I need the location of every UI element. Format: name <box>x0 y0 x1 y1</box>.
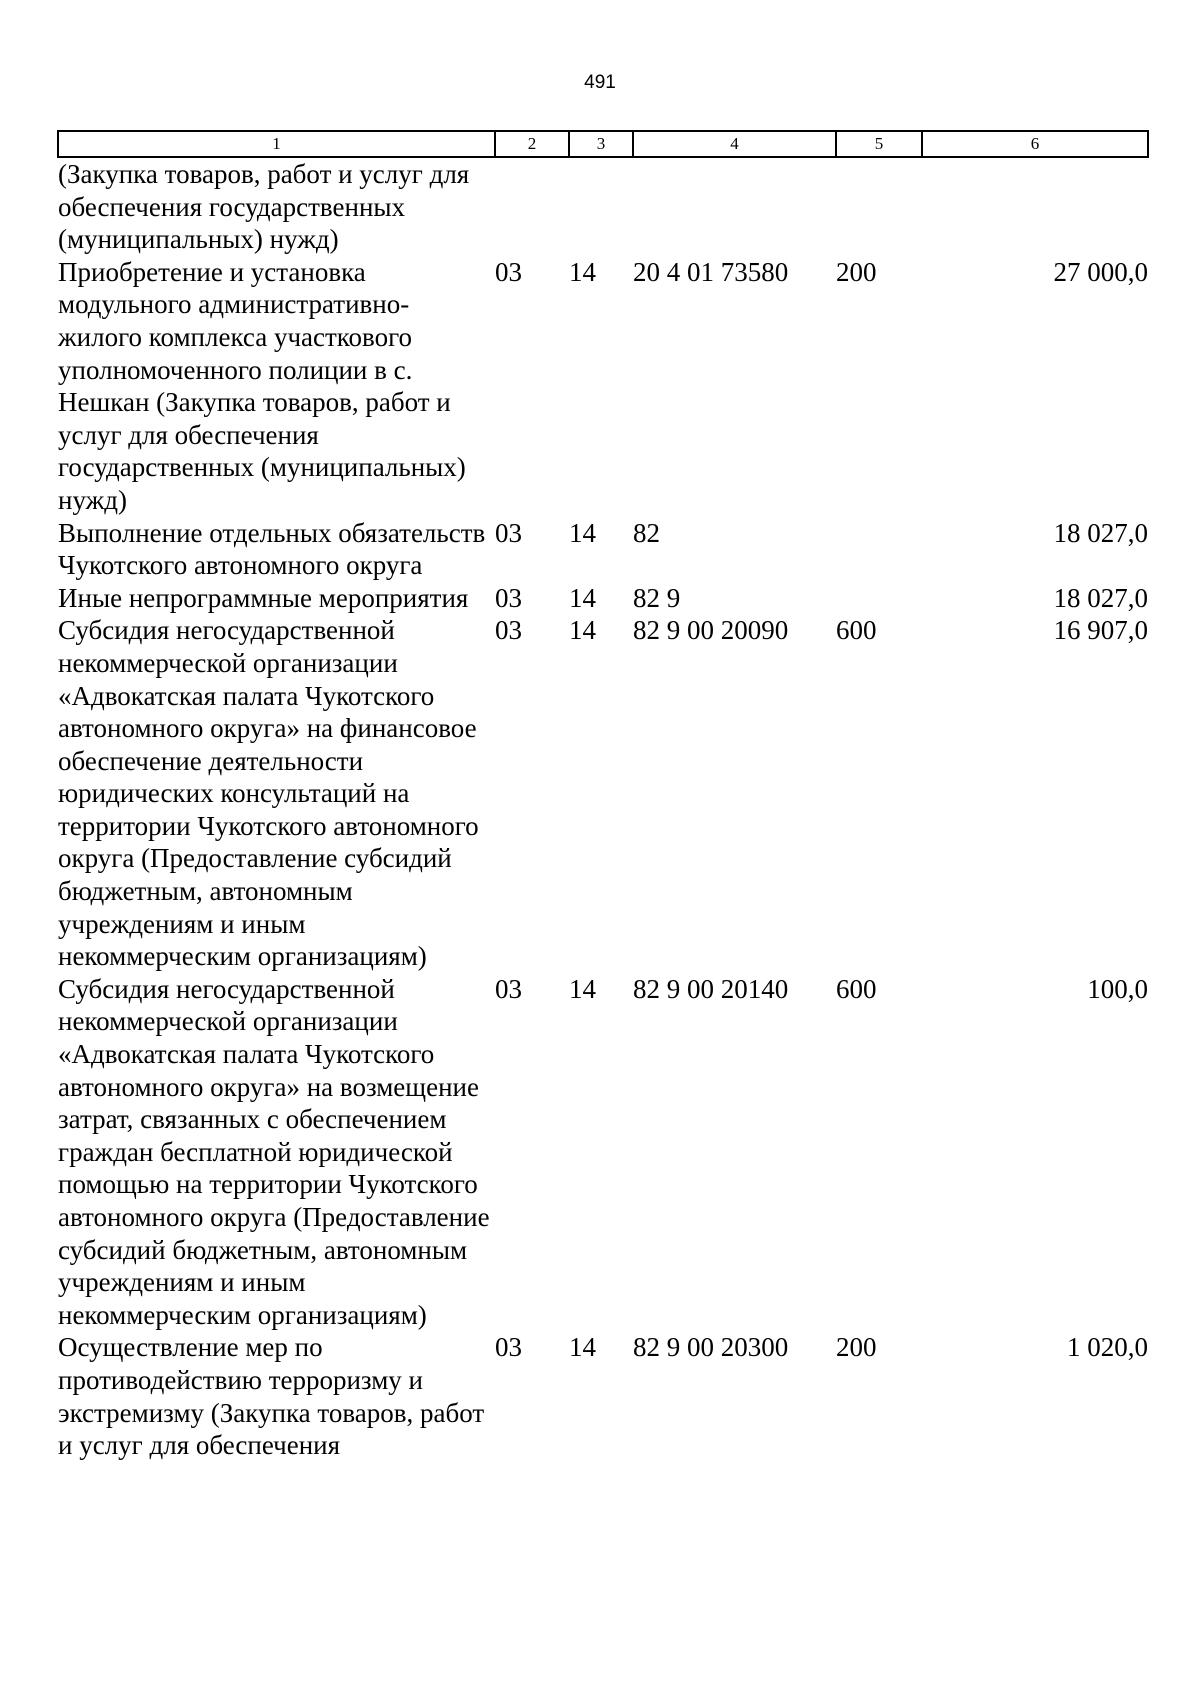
page-number: 491 <box>584 72 616 93</box>
column-header-3: 3 <box>569 131 633 157</box>
table-row <box>58 256 1148 517</box>
table-row <box>58 614 1148 973</box>
row-expense-type <box>836 157 922 256</box>
row-target-article: 82 9 <box>633 582 681 613</box>
row-amount: 18 027,0 <box>1053 582 1148 613</box>
row-section: 03 <box>495 973 522 1004</box>
table-row <box>58 517 1148 582</box>
row-target-article: 20 4 01 73580 <box>633 256 789 287</box>
row-subsection: 14 <box>569 973 596 1004</box>
row-name: Иные непрограммные мероприятия <box>58 582 469 613</box>
row-expense-type <box>836 517 922 582</box>
table-body <box>58 157 1148 1462</box>
row-expense-type: 200 <box>836 1332 877 1363</box>
row-name: Субсидия негосударственной некоммерческой организации «Адвокатская палата Чукотского автономного округа» на возмещение затрат, связанных с обеспечением граждан бесплатной юридической помощью на территории Чукотского автономного округа (Предоставление субсидий бюджетным, автономным учреждениям и иным некоммерческим организациям) <box>58 973 490 1330</box>
row-target-article: 82 9 00 20300 <box>633 1332 789 1363</box>
table-row <box>58 1331 1148 1461</box>
column-header-6: 6 <box>922 131 1148 157</box>
row-section: 03 <box>495 1332 522 1363</box>
row-target-article: 82 <box>633 517 660 548</box>
row-name: Выполнение отдельных обязательств Чукотского автономного округа <box>58 517 486 581</box>
row-section: 03 <box>495 256 522 287</box>
row-subsection: 14 <box>569 615 596 646</box>
row-section: 03 <box>495 582 522 613</box>
row-amount: 1 020,0 <box>1067 1332 1148 1363</box>
row-section: 03 <box>495 517 522 548</box>
row-amount: 100,0 <box>1087 973 1148 1004</box>
row-name: Приобретение и установка модульного административно-жилого комплекса участкового уполномоченного полиции в с. Нешкан (Закупка товаров, работ и услуг для обеспечения государственных (муниципальных) нужд) <box>58 256 466 515</box>
row-expense-type <box>836 582 922 615</box>
column-header-5: 5 <box>836 131 922 157</box>
row-name: Осуществление мер по противодействию терроризму и экстремизму (Закупка товаров, работ и услуг для обеспечения <box>58 1332 485 1461</box>
row-subsection: 14 <box>569 517 596 548</box>
budget-table <box>57 130 1149 1462</box>
row-expense-type: 200 <box>836 256 877 287</box>
table-row <box>58 973 1148 1332</box>
row-subsection <box>569 157 633 256</box>
column-header-4: 4 <box>633 131 836 157</box>
header-row <box>58 131 1148 157</box>
row-subsection: 14 <box>569 1332 596 1363</box>
row-amount: 16 907,0 <box>1053 615 1148 646</box>
table-row <box>58 157 1148 256</box>
row-name: Субсидия негосударственной некоммерческой организации «Адвокатская палата Чукотского автономного округа» на финансовое обеспечение деятельности юридических консультаций на территории Чукотского автономного округа (Предоставление субсидий бюджетным, автономным учреждениям и иным некоммерческим организациям) <box>58 615 479 972</box>
row-subsection: 14 <box>569 256 596 287</box>
column-header-2: 2 <box>495 131 569 157</box>
column-header-1: 1 <box>58 131 495 157</box>
row-target-article: 82 9 00 20140 <box>633 973 789 1004</box>
table-row <box>58 582 1148 615</box>
row-amount <box>922 157 1148 256</box>
row-section: 03 <box>495 615 522 646</box>
row-expense-type: 600 <box>836 615 877 646</box>
row-amount: 18 027,0 <box>1053 517 1148 548</box>
row-section <box>495 157 569 256</box>
row-amount: 27 000,0 <box>1053 256 1148 287</box>
row-expense-type: 600 <box>836 973 877 1004</box>
row-subsection: 14 <box>569 582 596 613</box>
table-header <box>58 131 1148 157</box>
row-target-article <box>633 157 836 256</box>
row-name: (Закупка товаров, работ и услуг для обеспечения государственных (муниципальных) нужд) <box>58 159 470 255</box>
row-target-article: 82 9 00 20090 <box>633 615 789 646</box>
